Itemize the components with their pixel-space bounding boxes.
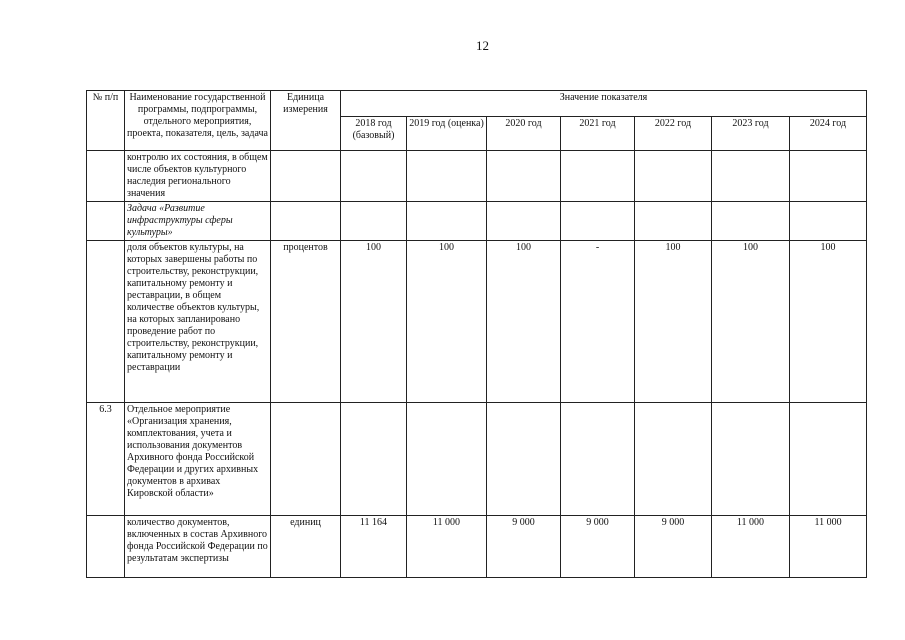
row-value: 9 000 xyxy=(561,516,635,578)
row-num xyxy=(87,151,125,202)
header-year-2019: 2019 год (оценка) xyxy=(407,117,487,151)
row-unit: единиц xyxy=(271,516,341,578)
row-value: 11 000 xyxy=(790,516,867,578)
header-year-2024: 2024 год xyxy=(790,117,867,151)
row-value xyxy=(712,403,790,516)
row-value xyxy=(561,403,635,516)
header-value: Значение показателя xyxy=(341,91,867,117)
header-year-2022: 2022 год xyxy=(635,117,712,151)
row-value xyxy=(561,202,635,241)
row-name: Отдельное мероприятие «Организация хранения, комплектования, учета и использования документов Архивного фонда Российской Федерации и других архивных документов в архивах Кировской области» xyxy=(125,403,271,516)
row-value: 9 000 xyxy=(487,516,561,578)
row-value: 100 xyxy=(407,241,487,403)
row-value xyxy=(341,151,407,202)
row-value xyxy=(712,202,790,241)
header-num: № п/п xyxy=(87,91,125,151)
row-value: 9 000 xyxy=(635,516,712,578)
header-year-2021: 2021 год xyxy=(561,117,635,151)
row-value: - xyxy=(561,241,635,403)
header-year-2018: 2018 год (базовый) xyxy=(341,117,407,151)
row-value: 100 xyxy=(341,241,407,403)
table-row xyxy=(87,151,867,202)
row-value xyxy=(341,202,407,241)
row-value: 11 000 xyxy=(407,516,487,578)
row-name: контролю их состояния, в общем числе объектов культурного наследия регионального значения xyxy=(125,151,271,202)
row-value: 11 000 xyxy=(712,516,790,578)
row-value: 100 xyxy=(790,241,867,403)
row-value xyxy=(790,202,867,241)
row-name: доля объектов культуры, на которых завершены работы по строительству, реконструкции, капитальному ремонту и реставрации, в общем количестве объектов культуры, на которых запланировано проведение работ по строительству, реконструкции, капитальному ремонту и реставрации xyxy=(125,241,271,403)
table-row xyxy=(87,241,867,403)
header-row xyxy=(87,91,867,117)
task-heading: Задача «Развитие инфраструктуры сферы культуры» xyxy=(125,202,271,241)
row-value xyxy=(487,403,561,516)
row-unit xyxy=(271,151,341,202)
row-name: количество документов, включенных в состав Архивного фонда Российской Федерации по результатам экспертизы xyxy=(125,516,271,578)
row-num xyxy=(87,241,125,403)
row-value xyxy=(712,151,790,202)
table-row xyxy=(87,403,867,516)
row-unit: процентов xyxy=(271,241,341,403)
header-year-2023: 2023 год xyxy=(712,117,790,151)
row-value: 100 xyxy=(487,241,561,403)
row-value xyxy=(487,202,561,241)
table-row xyxy=(87,516,867,578)
header-unit: Единица измерения xyxy=(271,91,341,151)
row-value xyxy=(407,202,487,241)
row-unit xyxy=(271,403,341,516)
row-unit xyxy=(271,202,341,241)
row-num xyxy=(87,202,125,241)
row-value xyxy=(635,202,712,241)
row-value xyxy=(635,151,712,202)
row-num: 6.3 xyxy=(87,403,125,516)
row-value xyxy=(790,151,867,202)
row-value xyxy=(407,151,487,202)
row-value: 11 164 xyxy=(341,516,407,578)
row-value xyxy=(487,151,561,202)
row-value xyxy=(561,151,635,202)
table-row xyxy=(87,202,867,241)
row-value: 100 xyxy=(712,241,790,403)
row-value xyxy=(407,403,487,516)
header-name: Наименование государственной программы, подпрограммы, отдельного мероприятия, проекта, показателя, цель, задача xyxy=(125,91,271,151)
row-value: 100 xyxy=(635,241,712,403)
row-value xyxy=(341,403,407,516)
page-number: 12 xyxy=(476,38,489,53)
header-year-2020: 2020 год xyxy=(487,117,561,151)
row-value xyxy=(790,403,867,516)
row-value xyxy=(635,403,712,516)
indicators-table xyxy=(86,90,867,578)
row-num xyxy=(87,516,125,578)
